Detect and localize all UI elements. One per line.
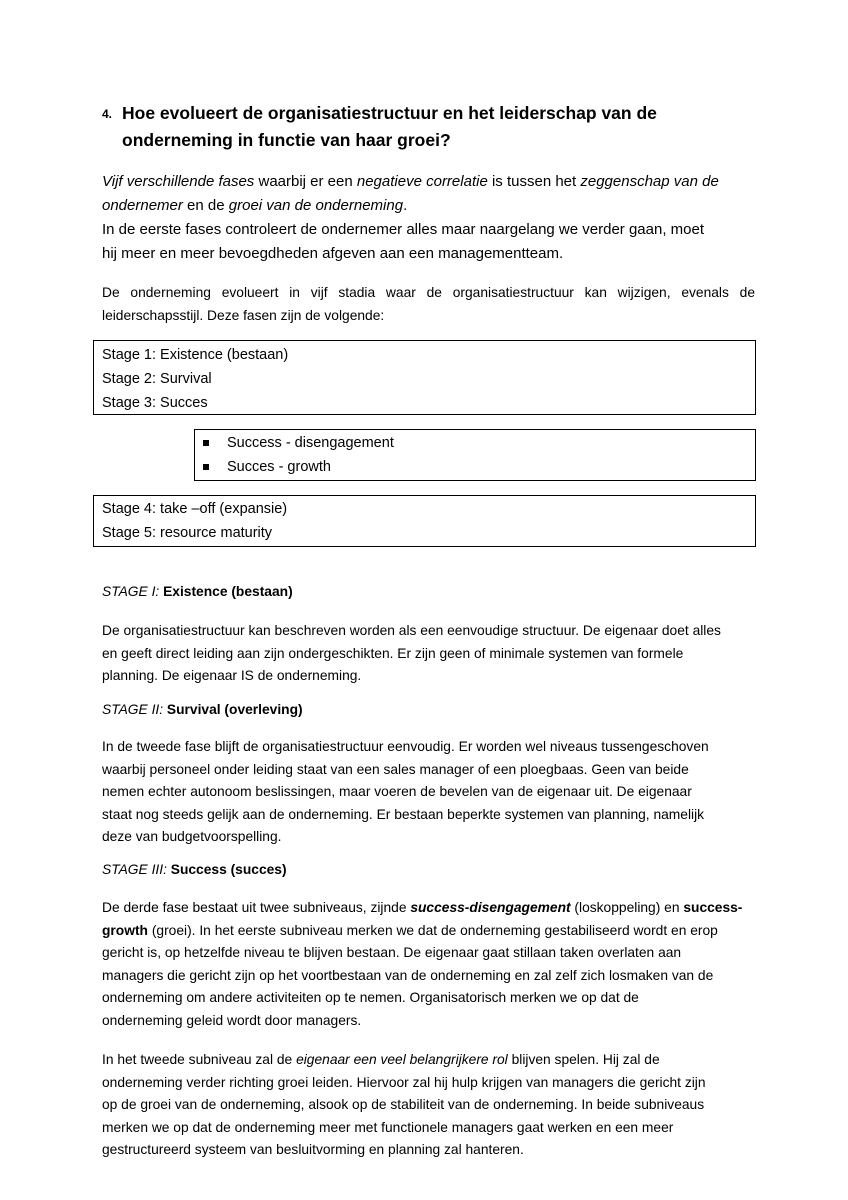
paragraph-line: deze van budgetvoorspelling. (102, 829, 282, 844)
paragraph-line: gericht is, op hetzelfde niveau te blijven bestaan. De eigenaar gaat stillaan taken overlaten aan (102, 945, 682, 960)
stages-box-3 (93, 495, 756, 547)
stage-2-heading (102, 702, 303, 717)
intro-emph-2: negatieve correlatie (356, 173, 488, 190)
paragraph-line (102, 920, 755, 943)
intro-line-2 (102, 194, 755, 218)
stage-3-heading (102, 862, 287, 877)
intro-line-1 (102, 170, 755, 194)
stage-1-heading (102, 584, 293, 599)
stages-box-2 (194, 429, 756, 481)
intro-text-1: waarbij er een (254, 173, 357, 190)
intro-text-3: en de (182, 197, 229, 214)
stage-3-paragraph-1 (102, 897, 755, 1032)
paragraph-line: merken we op dat de onderneming meer met functionele managers gaat werken en een meer (102, 1119, 674, 1135)
text-run: (loskoppeling) en (570, 900, 684, 915)
stage-1-title: Existence (bestaan) (159, 584, 293, 599)
paragraph-line (102, 897, 755, 920)
paragraph-line: onderneming verder richting groei leiden. Hiervoor zal hij hulp krijgen van managers die gericht zijn (102, 1074, 706, 1090)
stage-2-paragraph (102, 736, 755, 849)
paragraph-line: onderneming om andere activiteiten op te nemen. Organisatorisch merken we op dat de (102, 990, 639, 1005)
stage-1-paragraph (102, 620, 755, 688)
paragraph-line: gestructureerd systeem van besluitvorming en planning zal hanteren. (102, 1142, 524, 1157)
intro-text-4: . (403, 197, 408, 214)
intro-emph-3: zeggenschap van de (580, 173, 719, 190)
sub-stage-item (195, 455, 755, 479)
intro-paragraph (102, 170, 755, 266)
stage-4-line: Stage 4: take –off (expansie) (102, 501, 288, 517)
intro-emph-4: ondernemer (102, 197, 183, 214)
stage-3-label: STAGE III: (102, 862, 167, 877)
stage-2-label: STAGE II: (102, 702, 164, 717)
intro-line-3: In de eerste fases controleert de ondernemer alles maar naargelang we verder gaan, moet (102, 221, 705, 238)
stage-1-line: Stage 1: Existence (bestaan) (102, 347, 289, 363)
paragraph-line: nemen echter autonoom beslissingen, maar voeren de bevelen van de eigenaar uit. De eigenaar (102, 784, 692, 799)
paragraph-line (102, 1049, 755, 1072)
section-heading (102, 100, 742, 154)
stages-box-1 (93, 340, 756, 415)
stage-3-title: Success (succes) (166, 862, 287, 877)
heading-line-2: onderneming in functie van haar groei? (122, 130, 451, 150)
emphasis-term: eigenaar een veel belangrijkere rol (296, 1052, 508, 1067)
paragraph-line: managers die gericht zijn op het voortbestaan van de onderneming en zal zelf zich losmaken van de (102, 967, 714, 983)
stages-intro: De onderneming evolueert in vijf stadia waar de organisatiestructuur kan wijzigen, evenals de leiderschapsstijl. Deze fasen zijn de volgende: (102, 285, 755, 323)
text-run: De derde fase bestaat uit twee subniveaus, zijnde (102, 900, 411, 915)
stage-2-title: Survival (overleving) (163, 702, 303, 717)
paragraph-line: op de groei van de onderneming, alsook op de stabiliteit van de onderneming. In beide subniveaus (102, 1097, 705, 1112)
emphasis-term: success-disengagement (410, 900, 571, 915)
sub-stage-label: Success - disengagement (227, 435, 394, 451)
text-run: In het tweede subniveau zal de (102, 1052, 297, 1067)
heading-line-1: Hoe evolueert de organisatiestructuur en het leiderschap van de (122, 103, 657, 123)
paragraph-line: planning. De eigenaar IS de onderneming. (102, 668, 362, 683)
text-run: blijven spelen. Hij zal de (507, 1052, 660, 1067)
stage-5-line: Stage 5: resource maturity (102, 525, 273, 541)
intro-line-4: hij meer en meer bevoegdheden afgeven aan een managementteam. (102, 245, 564, 262)
sub-stage-item (195, 431, 755, 455)
stage-2-line: Stage 2: Survival (102, 371, 212, 387)
paragraph-line: In de tweede fase blijft de organisatiestructuur eenvoudig. Er worden wel niveaus tussengeschoven (102, 739, 709, 754)
intro-emph-1: Vijf verschillende fases (102, 173, 255, 190)
stage-3-paragraph-2 (102, 1049, 755, 1162)
emphasis-term: growth (102, 922, 148, 938)
stage-3-line: Stage 3: Succes (102, 395, 208, 411)
intro-emph-5: groei van de onderneming (228, 197, 404, 214)
paragraph-line: en geeft direct leiding aan zijn ondergeschikten. Er zijn geen of minimale systemen van formele (102, 645, 684, 661)
paragraph-line: staat nog steeds gelijk aan de onderneming. Er bestaan beperkte systemen van planning, namelijk (102, 806, 705, 822)
paragraph-line: waarbij personeel onder leiding staat van een sales manager of een ploegbaas. Geen van beide (102, 761, 689, 777)
intro-text-2: is tussen het (487, 173, 581, 190)
sub-stage-label: Succes - growth (227, 459, 331, 475)
stage-1-label: STAGE I: (102, 584, 160, 599)
emphasis-term: success- (683, 900, 743, 915)
heading-number: 4. (102, 107, 113, 121)
bullet-icon (203, 440, 209, 446)
text-run: (groei). In het eerste subniveau merken we dat de onderneming gestabiliseerd wordt en erop (147, 922, 718, 938)
bullet-icon (203, 464, 209, 470)
paragraph-line: De organisatiestructuur kan beschreven worden als een eenvoudige structuur. De eigenaar doet alles (102, 623, 721, 638)
paragraph-line: onderneming geleid wordt door managers. (102, 1012, 362, 1028)
